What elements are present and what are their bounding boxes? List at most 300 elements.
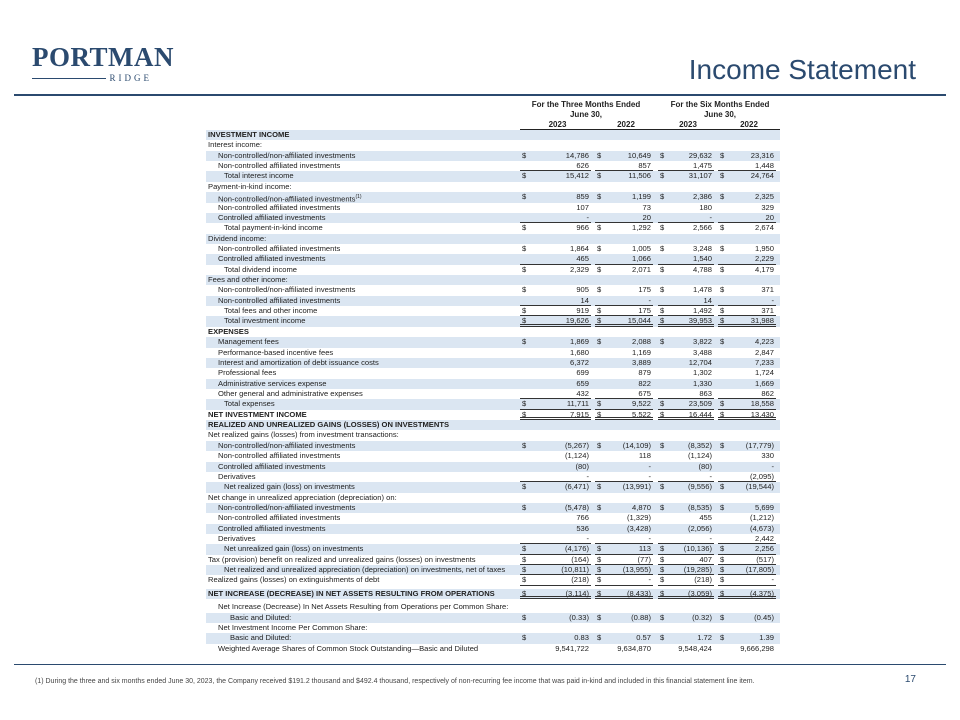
dollar-sign: $ xyxy=(522,337,527,347)
cell-value: 1,669 xyxy=(754,378,774,388)
cell-value: 1,066 xyxy=(631,254,651,264)
value-cell xyxy=(520,399,591,409)
dollar-sign: $ xyxy=(660,575,665,585)
dollar-sign: $ xyxy=(522,223,527,233)
table-row xyxy=(206,633,780,643)
cell-value: 0.83 xyxy=(574,633,589,643)
cell-value: 118 xyxy=(638,451,651,461)
value-cell xyxy=(520,254,591,264)
dollar-sign: $ xyxy=(597,399,602,409)
value-cell xyxy=(658,151,714,161)
value-cell xyxy=(658,389,714,399)
value-cell xyxy=(718,265,776,275)
cell-value: 39,953 xyxy=(688,316,712,326)
table-row xyxy=(206,337,780,347)
value-cell xyxy=(718,192,776,202)
value-cell xyxy=(718,296,776,306)
cell-value: 859 xyxy=(576,192,589,202)
dollar-sign: $ xyxy=(597,633,602,643)
cell-value: (8,535) xyxy=(687,502,712,512)
cell-value: (218) xyxy=(571,575,589,585)
row-label-text: Controlled affiliated investments xyxy=(218,212,326,222)
row-label-text: Fees and other income: xyxy=(208,275,288,285)
value-cell xyxy=(718,203,776,213)
cell-value: 1,864 xyxy=(569,243,589,253)
value-cell xyxy=(658,368,714,378)
value-cell xyxy=(520,348,591,358)
dollar-sign: $ xyxy=(522,633,527,643)
cell-value: (9,556) xyxy=(687,482,712,492)
dollar-sign: $ xyxy=(720,171,725,181)
value-cell xyxy=(718,544,776,554)
row-label xyxy=(224,265,297,275)
table-row xyxy=(206,368,780,378)
cell-value: - xyxy=(648,295,651,305)
dollar-sign: $ xyxy=(597,171,602,181)
cell-value: 24,764 xyxy=(750,171,774,181)
cell-value: (6,471) xyxy=(564,482,589,492)
value-cell xyxy=(595,524,653,534)
table-row xyxy=(206,223,780,233)
cell-value: (3,114) xyxy=(565,588,589,598)
cell-value: - xyxy=(709,534,712,544)
cell-value: 20 xyxy=(642,212,651,222)
value-cell xyxy=(658,358,714,368)
row-label xyxy=(218,161,340,171)
cell-value: 1,330 xyxy=(692,378,712,388)
cell-value: 330 xyxy=(761,451,774,461)
cell-value: 20 xyxy=(765,212,774,222)
cell-value: (17,779) xyxy=(745,440,774,450)
row-label xyxy=(218,285,355,295)
cell-value: 536 xyxy=(576,523,589,533)
cell-value: 4,870 xyxy=(631,502,651,512)
value-cell xyxy=(595,482,653,492)
value-cell xyxy=(718,337,776,347)
year-header-3: 2023 xyxy=(679,120,697,129)
row-label xyxy=(208,182,292,192)
footnote: (1) During the three and six months ended June 30, 2023, the Company received $191.2 thousand and $492.4 thousand, respectively of non-recurring fee income that was paid in-kind and included in this financial statement line item. xyxy=(35,678,755,685)
row-label-text: Controlled affiliated investments xyxy=(218,254,326,264)
dollar-sign: $ xyxy=(660,264,665,274)
value-cell xyxy=(520,337,591,347)
cell-value: 966 xyxy=(576,223,589,233)
row-label xyxy=(218,524,326,534)
table-row xyxy=(206,503,780,513)
row-label xyxy=(218,534,256,544)
logo-sub-row xyxy=(32,73,152,83)
row-label xyxy=(224,316,305,326)
table-row xyxy=(206,275,780,285)
logo-main-text: PORTMAN xyxy=(32,42,175,72)
value-cell xyxy=(595,633,653,643)
cell-value: 14 xyxy=(580,295,589,305)
value-cell xyxy=(520,368,591,378)
row-label-text: Net unrealized gain (loss) on investments xyxy=(224,544,364,554)
row-label xyxy=(208,493,397,503)
dollar-sign: $ xyxy=(597,409,602,419)
cell-value: (2,056) xyxy=(687,523,712,533)
value-cell xyxy=(658,410,714,420)
value-cell xyxy=(595,192,653,202)
value-cell xyxy=(520,203,591,213)
value-cell xyxy=(595,223,653,233)
cell-value: (13,955) xyxy=(622,565,651,575)
cell-value: (8,352) xyxy=(687,440,712,450)
row-label-text: Total payment-in-kind income xyxy=(224,223,323,233)
value-cell xyxy=(595,441,653,451)
cell-value: (80) xyxy=(698,461,712,471)
value-cell xyxy=(658,644,714,654)
value-cell xyxy=(595,555,653,565)
value-cell xyxy=(658,399,714,409)
table-row xyxy=(206,410,780,420)
top-divider xyxy=(14,94,946,96)
value-cell xyxy=(658,337,714,347)
page-number: 17 xyxy=(904,674,916,685)
cell-value: 5,522 xyxy=(631,409,651,419)
value-cell xyxy=(658,296,714,306)
row-label xyxy=(224,171,294,181)
cell-value: 2,674 xyxy=(754,223,774,233)
value-cell xyxy=(718,254,776,264)
value-cell xyxy=(718,213,776,223)
value-cell xyxy=(520,534,591,544)
cell-value: 1,475 xyxy=(692,161,712,171)
cell-value: 9,522 xyxy=(631,399,651,409)
cell-value: 465 xyxy=(576,254,589,264)
dollar-sign: $ xyxy=(597,285,602,295)
dollar-sign: $ xyxy=(522,399,527,409)
six-months-header-line2: June 30, xyxy=(703,110,736,119)
cell-value: 4,788 xyxy=(692,264,712,274)
cell-value: 857 xyxy=(638,161,651,171)
row-label-text: Non-controlled affiliated investments xyxy=(218,243,341,253)
dollar-sign: $ xyxy=(522,575,527,585)
dollar-sign: $ xyxy=(522,171,527,181)
dollar-sign: $ xyxy=(522,264,527,274)
row-label xyxy=(218,244,340,254)
cell-value: - xyxy=(586,212,589,222)
cell-value: 15,044 xyxy=(627,316,651,326)
value-cell xyxy=(520,555,591,565)
value-cell xyxy=(658,285,714,295)
value-cell xyxy=(658,513,714,523)
row-label-text: Controlled affiliated investments xyxy=(218,523,326,533)
cell-value: - xyxy=(586,471,589,481)
row-label xyxy=(224,223,323,233)
row-label-text: Realized gains (losses) on extinguishments of debt xyxy=(208,575,380,585)
value-cell xyxy=(595,513,653,523)
row-label xyxy=(218,348,333,358)
row-label-text: Non-controlled affiliated investments xyxy=(218,161,341,171)
dollar-sign: $ xyxy=(660,306,665,316)
value-cell xyxy=(718,358,776,368)
dollar-sign: $ xyxy=(660,588,665,598)
row-label xyxy=(208,140,262,150)
cell-value: 4,223 xyxy=(754,337,774,347)
value-cell xyxy=(718,589,776,599)
cell-value: 3,248 xyxy=(692,243,712,253)
cell-value: (517) xyxy=(756,554,774,564)
dollar-sign: $ xyxy=(522,243,527,253)
value-cell xyxy=(658,244,714,254)
value-cell xyxy=(595,213,653,223)
value-cell xyxy=(718,348,776,358)
value-cell xyxy=(658,348,714,358)
value-cell xyxy=(718,223,776,233)
value-cell xyxy=(658,613,714,623)
value-cell xyxy=(718,503,776,513)
cell-value: (3,059) xyxy=(687,588,712,598)
dollar-sign: $ xyxy=(660,150,665,160)
row-label xyxy=(230,633,291,643)
value-cell xyxy=(520,171,591,181)
value-cell xyxy=(520,472,591,482)
row-label xyxy=(218,151,355,161)
row-label-text: Interest income: xyxy=(208,140,263,150)
cell-value: 14,786 xyxy=(565,150,589,160)
table-row xyxy=(206,161,780,171)
dollar-sign: $ xyxy=(720,554,725,564)
cell-value: 19,626 xyxy=(565,316,589,326)
value-cell xyxy=(658,203,714,213)
cell-value: - xyxy=(771,575,774,585)
value-cell xyxy=(718,171,776,181)
cell-value: 407 xyxy=(699,554,712,564)
cell-value: 0.57 xyxy=(636,633,651,643)
row-label-text: INVESTMENT INCOME xyxy=(208,130,290,139)
cell-value: 2,442 xyxy=(754,534,774,544)
value-cell xyxy=(520,524,591,534)
row-label xyxy=(208,327,249,337)
cell-value: 455 xyxy=(699,513,712,523)
value-cell xyxy=(658,223,714,233)
row-label xyxy=(218,644,478,654)
cell-value: 10,649 xyxy=(627,150,651,160)
row-label xyxy=(218,358,379,368)
row-label-text: Weighted Average Shares of Common Stock Outstanding—Basic and Diluted xyxy=(218,643,479,653)
value-cell xyxy=(520,244,591,254)
value-cell xyxy=(658,534,714,544)
table-row xyxy=(206,171,780,181)
value-cell xyxy=(595,451,653,461)
value-cell xyxy=(520,306,591,316)
table-row xyxy=(206,462,780,472)
three-months-header-line1: For the Three Months Ended xyxy=(531,100,641,109)
row-label-text: Total dividend income xyxy=(224,264,298,274)
value-cell xyxy=(520,265,591,275)
income-statement-table xyxy=(206,130,780,654)
row-label-text: Non-controlled affiliated investments xyxy=(218,295,341,305)
row-label xyxy=(208,555,476,565)
value-cell xyxy=(595,472,653,482)
cell-value: (19,285) xyxy=(683,565,712,575)
table-row xyxy=(206,379,780,389)
dollar-sign: $ xyxy=(522,588,527,598)
row-label-text: Management fees xyxy=(218,337,279,347)
cell-value: 16,444 xyxy=(688,409,712,419)
row-label-text: Non-controlled affiliated investments xyxy=(218,202,341,212)
dollar-sign: $ xyxy=(720,223,725,233)
dollar-sign: $ xyxy=(660,337,665,347)
value-cell xyxy=(595,244,653,254)
cell-value: 18,558 xyxy=(750,399,774,409)
value-cell xyxy=(718,379,776,389)
dollar-sign: $ xyxy=(597,440,602,450)
cell-value: 2,566 xyxy=(692,223,712,233)
cell-value: 6,372 xyxy=(569,357,589,367)
table-row xyxy=(206,441,780,451)
cell-value: 2,088 xyxy=(631,337,651,347)
value-cell xyxy=(595,348,653,358)
table-row xyxy=(206,513,780,523)
row-label-text: Total expenses xyxy=(224,399,275,409)
cell-value: - xyxy=(586,534,589,544)
dollar-sign: $ xyxy=(720,633,725,643)
cell-value: (4,375) xyxy=(749,588,774,598)
value-cell xyxy=(595,544,653,554)
value-cell xyxy=(718,285,776,295)
dollar-sign: $ xyxy=(522,502,527,512)
cell-value: (0.33) xyxy=(569,612,589,622)
dollar-sign: $ xyxy=(597,150,602,160)
table-row xyxy=(206,358,780,368)
value-cell xyxy=(520,451,591,461)
value-cell xyxy=(520,589,591,599)
value-cell xyxy=(658,451,714,461)
dollar-sign: $ xyxy=(597,223,602,233)
dollar-sign: $ xyxy=(720,588,725,598)
cell-value: 180 xyxy=(699,202,712,212)
cell-value: (1,124) xyxy=(687,451,712,461)
dollar-sign: $ xyxy=(522,316,527,326)
value-cell xyxy=(595,171,653,181)
table-row xyxy=(206,306,780,316)
value-cell xyxy=(595,503,653,513)
row-label-text: Professional fees xyxy=(218,368,277,378)
page-title: Income Statement xyxy=(688,54,916,85)
table-row xyxy=(206,296,780,306)
six-months-header xyxy=(650,100,790,120)
cell-value: 107 xyxy=(576,202,589,212)
cell-value: 1,950 xyxy=(754,243,774,253)
value-cell xyxy=(520,316,591,326)
value-cell xyxy=(595,410,653,420)
value-cell xyxy=(595,644,653,654)
dollar-sign: $ xyxy=(597,575,602,585)
row-label xyxy=(218,296,340,306)
value-cell xyxy=(520,503,591,513)
row-label-text: Dividend income: xyxy=(208,233,267,243)
row-label-text: Administrative services expense xyxy=(218,378,327,388)
table-row xyxy=(206,420,780,430)
value-cell xyxy=(718,534,776,544)
cell-value: 1,540 xyxy=(692,254,712,264)
cell-value: (8,433) xyxy=(626,588,651,598)
value-cell xyxy=(658,524,714,534)
cell-value: 675 xyxy=(638,388,651,398)
value-cell xyxy=(718,565,776,575)
cell-value: 1.72 xyxy=(697,633,712,643)
dollar-sign: $ xyxy=(597,192,602,202)
table-row xyxy=(206,316,780,326)
row-label xyxy=(224,565,505,575)
value-cell xyxy=(595,462,653,472)
row-label-text: Total fees and other income xyxy=(224,306,318,316)
row-label-text: Payment-in-kind income: xyxy=(208,181,292,191)
bottom-divider xyxy=(14,664,946,665)
cell-value: 905 xyxy=(576,285,589,295)
dollar-sign: $ xyxy=(597,612,602,622)
cell-value: - xyxy=(648,575,651,585)
cell-value: - xyxy=(648,461,651,471)
table-row xyxy=(206,348,780,358)
dollar-sign: $ xyxy=(660,612,665,622)
value-cell xyxy=(595,534,653,544)
row-label-text: Derivatives xyxy=(218,471,256,481)
table-row xyxy=(206,244,780,254)
dollar-sign: $ xyxy=(522,409,527,419)
value-cell xyxy=(718,316,776,326)
dollar-sign: $ xyxy=(597,565,602,575)
cell-value: 5,699 xyxy=(754,502,774,512)
cell-value: (80) xyxy=(575,461,589,471)
value-cell xyxy=(520,575,591,585)
value-cell xyxy=(718,644,776,654)
value-cell xyxy=(658,379,714,389)
row-label xyxy=(218,503,355,513)
value-cell xyxy=(595,285,653,295)
cell-value: 863 xyxy=(699,388,712,398)
cell-value: 1,292 xyxy=(631,223,651,233)
value-cell xyxy=(658,254,714,264)
value-cell xyxy=(520,513,591,523)
value-cell xyxy=(658,316,714,326)
three-months-header xyxy=(516,100,656,120)
dollar-sign: $ xyxy=(522,544,527,554)
year-header-4: 2022 xyxy=(740,120,758,129)
value-cell xyxy=(658,306,714,316)
value-cell xyxy=(520,192,591,202)
value-cell xyxy=(520,151,591,161)
value-cell xyxy=(520,296,591,306)
row-label xyxy=(230,613,291,623)
table-row xyxy=(206,623,780,633)
row-label-text: Tax (provision) benefit on realized and unrealized gains (losses) on investments xyxy=(208,554,476,564)
dollar-sign: $ xyxy=(522,285,527,295)
dollar-sign: $ xyxy=(660,171,665,181)
dollar-sign: $ xyxy=(720,575,725,585)
cell-value: 11,711 xyxy=(566,399,589,409)
row-label-text: Net Increase (Decrease) In Net Assets Resulting from Operations per Common Share: xyxy=(218,602,509,612)
table-row xyxy=(206,203,780,213)
row-label-text: Non-controlled affiliated investments xyxy=(218,451,341,461)
logo-rule xyxy=(32,78,106,79)
row-label-text: Controlled affiliated investments xyxy=(218,461,326,471)
cell-value: 175 xyxy=(638,285,651,295)
table-row xyxy=(206,589,780,599)
row-label-text: Net change in unrealized appreciation (depreciation) on: xyxy=(208,492,397,502)
cell-value: 13,430 xyxy=(750,409,774,419)
table-row xyxy=(206,182,780,192)
dollar-sign: $ xyxy=(660,544,665,554)
row-label xyxy=(208,130,289,140)
dollar-sign: $ xyxy=(720,337,725,347)
value-cell xyxy=(595,565,653,575)
row-label xyxy=(224,399,275,409)
cell-value: (1,124) xyxy=(564,451,589,461)
